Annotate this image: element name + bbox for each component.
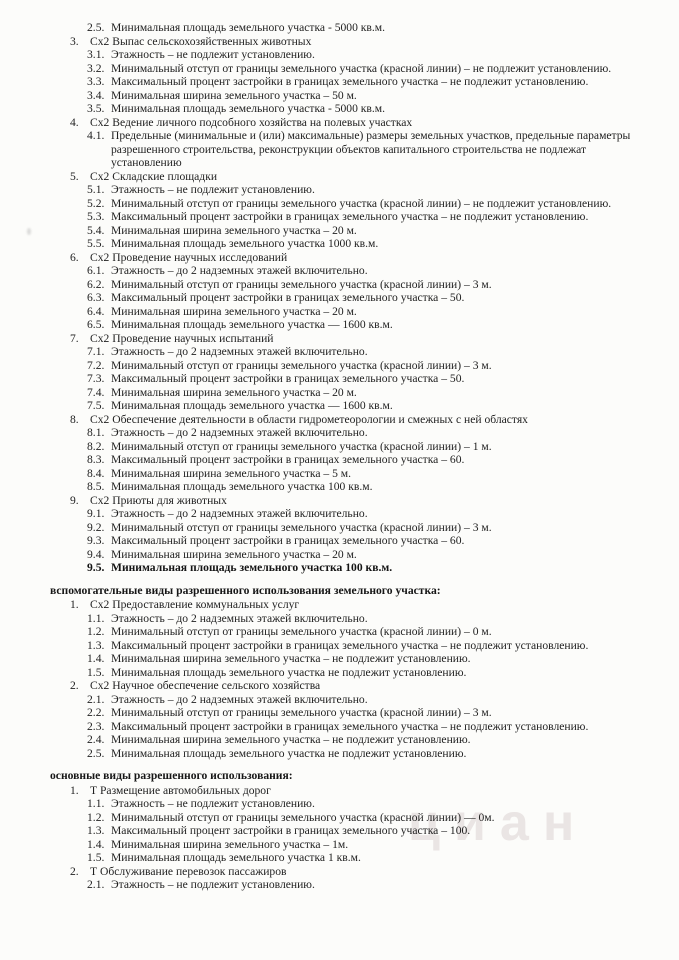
subitem-number: 1.2. bbox=[87, 625, 105, 638]
subitem-number: 6.5. bbox=[87, 318, 105, 331]
subitem-number: 5.1. bbox=[87, 183, 105, 196]
subitem-number: 6.2. bbox=[87, 277, 105, 291]
subitem-number: 4.1. bbox=[87, 129, 105, 142]
list-subitem bbox=[87, 666, 653, 680]
subitem-text: Минимальный отступ от границы земельного участка (красной линии) – 0 м. bbox=[111, 625, 492, 638]
subitem-text: Минимальный отступ от границы земельного участка (красной линии) – не подлежит установлению. bbox=[111, 196, 612, 210]
document-section bbox=[0, 584, 679, 761]
subitem-number: 1.2. bbox=[87, 810, 105, 824]
list-subitem bbox=[87, 372, 653, 386]
item-title: Сх2 Ведение личного подсобного хозяйства на полевых участках bbox=[90, 115, 413, 129]
section-heading: основные виды разрешенного использования: bbox=[50, 769, 293, 782]
subitem-text: Этажность – до 2 надземных этажей включительно. bbox=[111, 264, 368, 277]
subitem-text: Максимальный процент застройки в границах земельного участка – не подлежит установлению. bbox=[111, 638, 589, 652]
list-item bbox=[70, 494, 655, 508]
subitem-text: Максимальный процент застройки в границах земельного участка – 50. bbox=[111, 291, 465, 304]
subitem-text: Максимальный процент застройки в границах земельного участка – не подлежит установлению. bbox=[111, 719, 589, 733]
list-subitem bbox=[87, 706, 653, 720]
subitem-text: Максимальный процент застройки в границах земельного участка – 60. bbox=[111, 453, 465, 466]
subitem-text: Минимальная площадь земельного участка — 1600 кв.м. bbox=[111, 318, 393, 331]
item-title: Сх2 Складские площадки bbox=[90, 169, 218, 183]
list-item bbox=[70, 116, 655, 130]
list-subitem bbox=[87, 639, 653, 653]
subitem-text: Минимальная площадь земельного участка не подлежит установлению. bbox=[111, 746, 467, 760]
list-subitem bbox=[87, 480, 653, 494]
subitem-text: Минимальная площадь земельного участка 1 кв.м. bbox=[111, 851, 361, 864]
item-title: Сх2 Обеспечение деятельности в области гидрометеорологии и смежных с ней областях bbox=[90, 412, 528, 426]
subitem-number: 2.3. bbox=[87, 719, 105, 733]
subitem-text: Предельные (минимальные и (или) максимальные) размеры земельных участков, предельные параметры разрешенного строительства, реконструкции объектов капитального строительства не подлежат установлению bbox=[111, 129, 631, 169]
subitem-text: Минимальная площадь земельного участка 100 кв.м. bbox=[111, 561, 393, 574]
list-subitem bbox=[87, 102, 653, 116]
list-subitem bbox=[87, 733, 653, 747]
list-subitem bbox=[87, 399, 653, 413]
list-subitem bbox=[87, 507, 653, 521]
item-title: Сх2 Выпас сельскохозяйственных животных bbox=[90, 34, 312, 48]
subitem-number: 7.2. bbox=[87, 358, 105, 372]
subitem-text: Минимальный отступ от границы земельного участка (красной линии) – 3 м. bbox=[111, 520, 492, 534]
list-subitem bbox=[87, 811, 653, 825]
subitem-text: Минимальная ширина земельного участка – 20 м. bbox=[111, 304, 357, 318]
subitem-number: 2.1. bbox=[87, 692, 105, 706]
subitem-number: 1.3. bbox=[87, 824, 105, 837]
list-subitem bbox=[87, 561, 653, 575]
list-subitem bbox=[87, 183, 653, 197]
list-subitem bbox=[87, 747, 653, 761]
subitem-text: Минимальная ширина земельного участка – 20 м. bbox=[111, 385, 357, 399]
subitem-text: Этажность – не подлежит установлению. bbox=[111, 48, 315, 61]
list-subitem bbox=[87, 197, 653, 211]
subitem-number: 8.1. bbox=[87, 426, 105, 439]
item-number: 1. bbox=[70, 598, 79, 611]
list-subitem bbox=[87, 838, 653, 852]
subitem-text: Этажность – до 2 надземных этажей включительно. bbox=[111, 426, 368, 439]
subitem-number: 9.4. bbox=[87, 547, 105, 561]
subitem-number: 7.1. bbox=[87, 345, 105, 358]
subitem-number: 5.5. bbox=[87, 237, 105, 250]
item-title: Сх2 Предоставление коммунальных услуг bbox=[90, 598, 300, 611]
list-subitem bbox=[87, 237, 653, 251]
subitem-number: 9.5. bbox=[87, 561, 105, 574]
list-subitem bbox=[87, 89, 653, 103]
list-item bbox=[70, 413, 655, 427]
list-item bbox=[70, 332, 655, 346]
subitem-text: Минимальный отступ от границы земельного участка (красной линии) — 0м. bbox=[111, 810, 495, 824]
subitem-text: Максимальный процент застройки в границах земельного участка – 60. bbox=[111, 534, 465, 547]
subitem-number: 6.3. bbox=[87, 291, 105, 304]
list-item bbox=[70, 598, 655, 612]
subitem-text: Этажность – не подлежит установлению. bbox=[111, 183, 315, 196]
subitem-number: 7.5. bbox=[87, 399, 105, 412]
list-subitem bbox=[87, 548, 653, 562]
list-subitem bbox=[87, 426, 653, 440]
item-title: Т Размещение автомобильных дорог bbox=[90, 783, 271, 797]
list-subitem bbox=[87, 359, 653, 373]
subitem-text: Минимальная площадь земельного участка — 1600 кв.м. bbox=[111, 399, 393, 412]
subitem-number: 6.1. bbox=[87, 264, 105, 277]
subitem-number: 2.2. bbox=[87, 706, 105, 719]
list-subitem bbox=[87, 21, 653, 35]
subitem-text: Минимальный отступ от границы земельного участка (красной линии) – не подлежит установлению. bbox=[111, 61, 612, 75]
list-subitem bbox=[87, 48, 653, 62]
list-subitem bbox=[87, 851, 653, 865]
item-number: 6. bbox=[70, 250, 79, 264]
list-subitem bbox=[87, 612, 653, 626]
cian-watermark: циан bbox=[408, 794, 589, 852]
list-subitem bbox=[87, 129, 653, 170]
subitem-number: 8.4. bbox=[87, 466, 105, 480]
subitem-number: 5.2. bbox=[87, 196, 105, 210]
list-subitem bbox=[87, 521, 653, 535]
subitem-text: Минимальная ширина земельного участка – 20 м. bbox=[111, 547, 357, 561]
subitem-text: Минимальный отступ от границы земельного участка (красной линии) – 1 м. bbox=[111, 439, 492, 453]
list-item bbox=[70, 251, 655, 265]
subitem-number: 3.1. bbox=[87, 48, 105, 61]
document-section bbox=[0, 769, 679, 892]
item-title: Сх2 Проведение научных испытаний bbox=[90, 331, 274, 345]
subitem-number: 7.4. bbox=[87, 385, 105, 399]
item-number: 1. bbox=[70, 783, 79, 797]
list-subitem bbox=[87, 386, 653, 400]
subitem-text: Минимальная ширина земельного участка – 5 м. bbox=[111, 466, 352, 480]
subitem-number: 1.5. bbox=[87, 665, 105, 679]
subitem-text: Этажность – до 2 надземных этажей включительно. bbox=[111, 692, 368, 706]
list-item bbox=[70, 679, 655, 693]
subitem-number: 8.5. bbox=[87, 480, 105, 493]
list-subitem bbox=[87, 720, 653, 734]
subitem-text: Этажность – до 2 надземных этажей включительно. bbox=[111, 611, 368, 625]
subitem-number: 9.1. bbox=[87, 507, 105, 520]
subitem-text: Минимальный отступ от границы земельного участка (красной линии) – 3 м. bbox=[111, 706, 492, 719]
list-subitem bbox=[87, 278, 653, 292]
item-number: 5. bbox=[70, 169, 79, 183]
item-number: 2. bbox=[70, 679, 79, 692]
subitem-number: 9.2. bbox=[87, 520, 105, 534]
item-title: Сх2 Приюты для животных bbox=[90, 493, 227, 507]
list-subitem bbox=[87, 62, 653, 76]
list-subitem bbox=[87, 264, 653, 278]
list-subitem bbox=[87, 75, 653, 89]
subitem-text: Минимальная ширина земельного участка – не подлежит установлению. bbox=[111, 733, 471, 746]
subitem-text: Минимальная ширина земельного участка – не подлежит установлению. bbox=[111, 652, 471, 665]
item-number: 9. bbox=[70, 493, 79, 507]
list-subitem bbox=[87, 345, 653, 359]
list-subitem bbox=[87, 224, 653, 238]
item-title: Сх2 Научное обеспечение сельского хозяйства bbox=[90, 679, 321, 692]
subitem-text: Минимальный отступ от границы земельного участка (красной линии) – 3 м. bbox=[111, 358, 492, 372]
subitem-number: 2.5. bbox=[87, 746, 105, 760]
item-title: Т Обслуживание перевозок пассажиров bbox=[90, 864, 287, 878]
list-subitem bbox=[87, 797, 653, 811]
subitem-text: Максимальный процент застройки в границах земельного участка – не подлежит установлению. bbox=[111, 75, 589, 88]
item-number: 4. bbox=[70, 115, 79, 129]
document-section bbox=[0, 21, 679, 575]
list-subitem bbox=[87, 440, 653, 454]
list-item bbox=[70, 170, 655, 184]
subitem-text: Минимальная площадь земельного участка не подлежит установлению. bbox=[111, 665, 467, 679]
subitem-text: Минимальная площадь земельного участка 100 кв.м. bbox=[111, 480, 373, 493]
subitem-text: Максимальный процент застройки в границах земельного участка – не подлежит установлению. bbox=[111, 210, 589, 223]
subitem-number: 2.5. bbox=[87, 21, 105, 34]
list-item bbox=[70, 784, 655, 798]
list-subitem bbox=[87, 318, 653, 332]
list-subitem bbox=[87, 534, 653, 548]
subitem-text: Минимальная площадь земельного участка - 5000 кв.м. bbox=[111, 102, 386, 115]
subitem-number: 8.2. bbox=[87, 439, 105, 453]
subitem-number: 1.3. bbox=[87, 638, 105, 652]
subitem-text: Минимальная ширина земельного участка – 50 м. bbox=[111, 88, 357, 102]
subitem-text: Этажность – до 2 надземных этажей включительно. bbox=[111, 507, 368, 520]
subitem-number: 2.1. bbox=[87, 878, 105, 891]
item-number: 2. bbox=[70, 864, 79, 878]
subitem-number: 7.3. bbox=[87, 372, 105, 385]
document-content bbox=[0, 21, 679, 892]
subitem-number: 3.5. bbox=[87, 102, 105, 115]
subitem-text: Минимальный отступ от границы земельного участка (красной линии) – 3 м. bbox=[111, 277, 492, 291]
list-subitem bbox=[87, 652, 653, 666]
subitem-number: 6.4. bbox=[87, 304, 105, 318]
subitem-text: Минимальная площадь земельного участка 1000 кв.м. bbox=[111, 237, 379, 250]
subitem-number: 3.2. bbox=[87, 61, 105, 75]
subitem-number: 1.1. bbox=[87, 797, 105, 810]
subitem-text: Этажность – до 2 надземных этажей включительно. bbox=[111, 345, 368, 358]
list-subitem bbox=[87, 824, 653, 838]
subitem-number: 5.3. bbox=[87, 210, 105, 223]
subitem-text: Минимальная ширина земельного участка – 20 м. bbox=[111, 223, 357, 237]
subitem-text: Этажность – не подлежит установлению. bbox=[111, 878, 315, 891]
list-item bbox=[70, 865, 655, 879]
list-item bbox=[70, 35, 655, 49]
list-subitem bbox=[87, 625, 653, 639]
item-number: 3. bbox=[70, 34, 79, 48]
subitem-number: 1.4. bbox=[87, 837, 105, 851]
subitem-text: Этажность – не подлежит установлению. bbox=[111, 797, 315, 810]
subitem-text: Максимальный процент застройки в границах земельного участка – 50. bbox=[111, 372, 465, 385]
list-subitem bbox=[87, 210, 653, 224]
subitem-text: Минимальная ширина земельного участка – 1м. bbox=[111, 837, 349, 851]
subitem-text: Максимальный процент застройки в границах земельного участка – 100. bbox=[111, 824, 471, 837]
subitem-number: 8.3. bbox=[87, 453, 105, 466]
subitem-number: 5.4. bbox=[87, 223, 105, 237]
item-number: 8. bbox=[70, 412, 79, 426]
subitem-number: 9.3. bbox=[87, 534, 105, 547]
subitem-number: 1.4. bbox=[87, 652, 105, 665]
list-subitem bbox=[87, 693, 653, 707]
list-subitem bbox=[87, 878, 653, 892]
subitem-number: 2.4. bbox=[87, 733, 105, 746]
list-subitem bbox=[87, 291, 653, 305]
item-number: 7. bbox=[70, 331, 79, 345]
subitem-number: 3.3. bbox=[87, 75, 105, 88]
list-subitem bbox=[87, 305, 653, 319]
list-subitem bbox=[87, 453, 653, 467]
subitem-number: 1.5. bbox=[87, 851, 105, 864]
subitem-number: 1.1. bbox=[87, 611, 105, 625]
subitem-text: Минимальная площадь земельного участка - 5000 кв.м. bbox=[111, 21, 386, 34]
subitem-number: 3.4. bbox=[87, 88, 105, 102]
section-heading: вспомогательные виды разрешенного использования земельного участка: bbox=[50, 583, 441, 597]
list-subitem bbox=[87, 467, 653, 481]
item-title: Сх2 Проведение научных исследований bbox=[90, 250, 288, 264]
